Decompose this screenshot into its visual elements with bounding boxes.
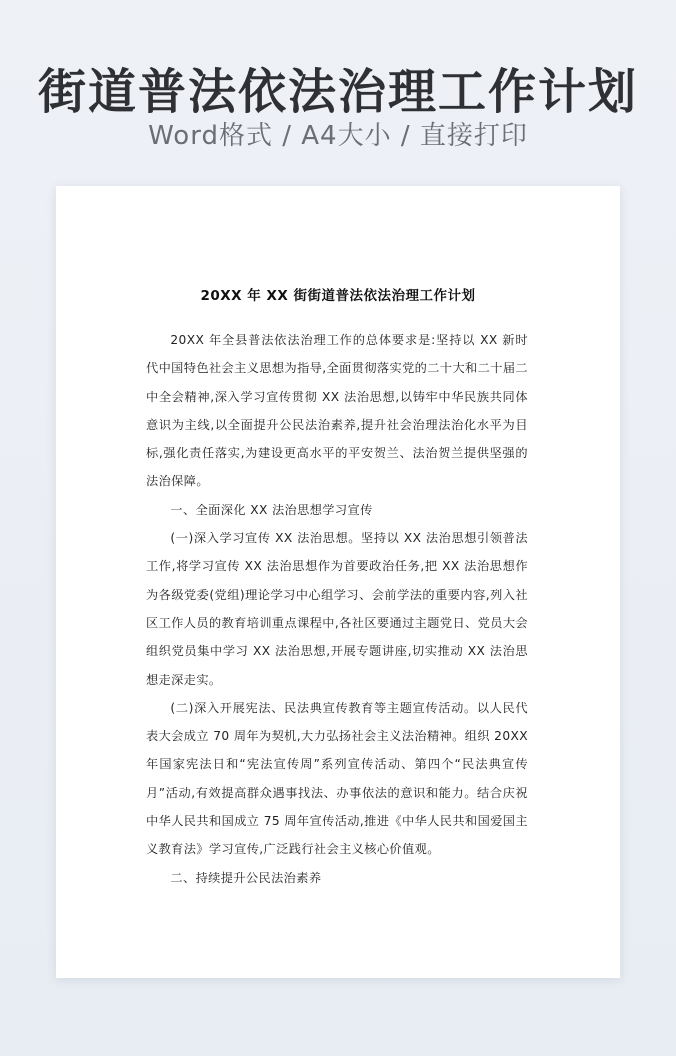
- banner-subtitle: Word格式 / A4大小 / 直接打印: [148, 121, 528, 151]
- header-banner: [0, 0, 676, 186]
- body-paragraph-2: (二)深入开展宪法、民法典宣传教育等主题宣传活动。以人民代表大会成立 70 周年为契机,大力弘扬社会主义法治精神。组织 20XX 年国家宪法日和“宪法宣传周”系列宣传活动、第四个“民法典宣传月”活动,有效提高群众遇事找法、办事依法的意识和能力。结合庆祝中华人民共和国成立 75 周年宣传活动,推进《中华人民共和国爱国主义教育法》学习宣传,广泛践行社会主义核心价值观。: [146, 700, 528, 857]
- document-page: [56, 186, 620, 978]
- banner-title: 街道普法依法治理工作计划: [37, 64, 638, 120]
- section-heading-1: 一、全面深化 XX 法治思想学习宣传: [170, 502, 373, 517]
- section-heading-2: 二、持续提升公民法治素养: [170, 870, 322, 885]
- body-paragraph-1: (一)深入学习宣传 XX 法治思想。坚持以 XX 法治思想引领普法工作,将学习宣传 XX 法治思想作为首要政治任务,把 XX 法治思想作为各级党委(党组)理论学习中心组学习、会前学法的重要内容,列入社区工作人员的教育培训重点课程中,各社区要通过主题党日、党员大会组织党员集中学习 XX 法治思想,开展专题讲座,切实推动 XX 法治思想走深走实。: [146, 531, 528, 687]
- document-title: 20XX 年 XX 街街道普法依法治理工作计划: [200, 288, 476, 304]
- document-body: [146, 326, 528, 892]
- intro-paragraph: 20XX 年全县普法依法治理工作的总体要求是:坚持以 XX 新时代中国特色社会主义思想为指导,全面贯彻落实党的二十大和二十届二中全会精神,深入学习宣传贯彻 XX 法治思想,以铸牢中华民族共同体意识为主线,以全面提升公民法治素养,提升社会治理法治化水平为目标,强化责任落实,为建设更高水平的平安贺兰、法治贺兰提供坚强的法治保障。: [146, 333, 528, 489]
